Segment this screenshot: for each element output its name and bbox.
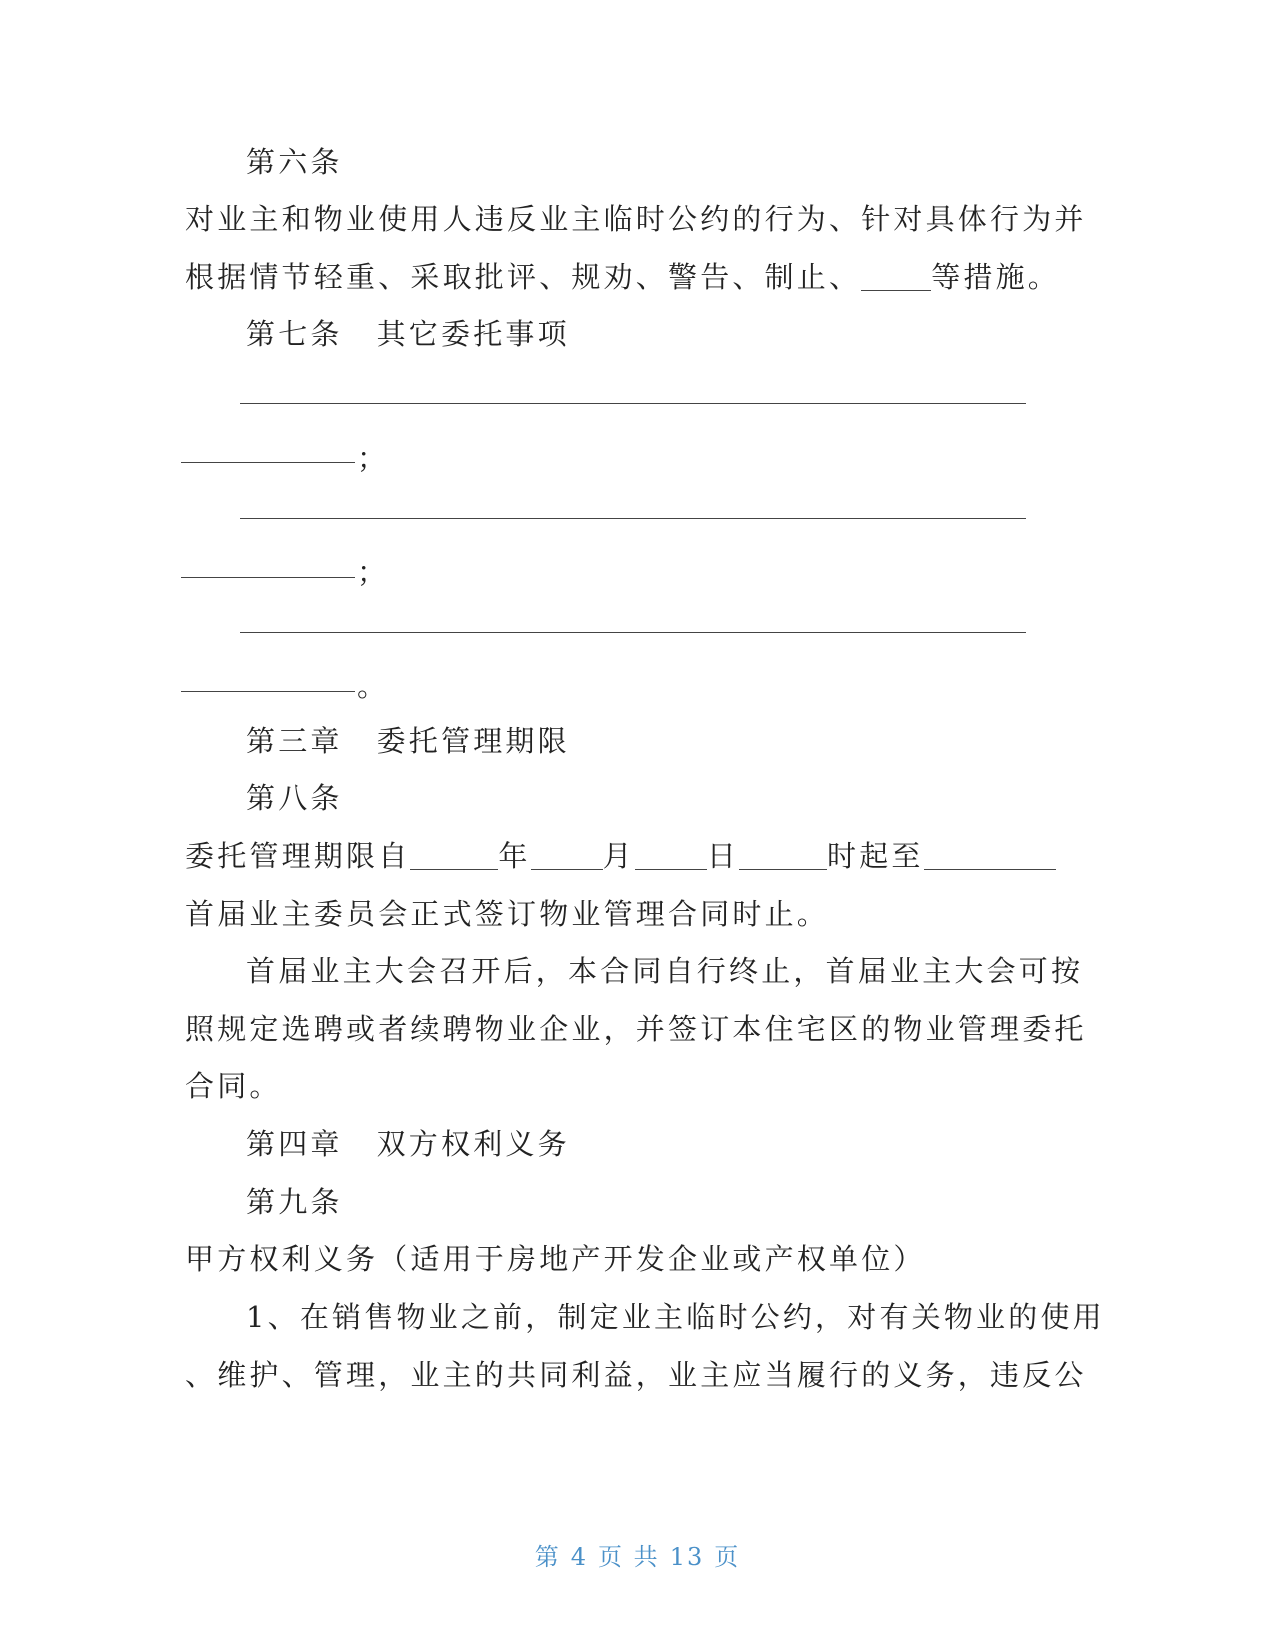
article-6-text-part-b: 等措施。 bbox=[931, 260, 1061, 294]
fill-blank-year bbox=[410, 868, 498, 870]
blank-line-2-end: ； bbox=[357, 555, 387, 589]
article-7-heading-line bbox=[246, 317, 570, 351]
blank-line-2b bbox=[181, 577, 355, 578]
page-mid: 页 共 bbox=[598, 1543, 660, 1571]
chapter-3-heading-line bbox=[246, 724, 570, 758]
page-suffix: 页 bbox=[714, 1543, 741, 1571]
article-9-item-1-line-2: 、维护、管理，业主的共同利益，业主应当履行的义务，违反公 bbox=[185, 1358, 1087, 1392]
fill-blank-month bbox=[531, 868, 603, 870]
chapter-4-heading-line bbox=[246, 1127, 570, 1161]
fill-blank-hour bbox=[739, 868, 827, 870]
article-9-item-1-line-1: 1、在销售物业之前，制定业主临时公约，对有关物业的使用 bbox=[246, 1300, 1105, 1334]
article-8-term-line bbox=[185, 839, 1056, 873]
blank-line-1-end: ； bbox=[357, 441, 387, 475]
day-label: 日 bbox=[706, 839, 740, 873]
article-6-text-line-1: 对业主和物业使用人违反业主临时公约的行为、针对具体行为并 bbox=[185, 202, 1087, 236]
article-9-subtitle: 甲方权利义务（适用于房地产开发企业或产权单位） bbox=[185, 1242, 926, 1276]
blank-line-1b bbox=[181, 462, 355, 463]
blank-line-3a bbox=[240, 632, 1026, 633]
chapter-3-heading: 第三章 bbox=[246, 724, 343, 758]
term-from-label: 委托管理期限自 bbox=[185, 839, 411, 873]
year-label: 年 bbox=[498, 839, 531, 873]
page-prefix: 第 bbox=[534, 1543, 561, 1571]
blank-line-2a bbox=[240, 518, 1026, 519]
article-8-para-2-line-2: 照规定选聘或者续聘物业企业，并签订本住宅区的物业管理委托 bbox=[185, 1012, 1087, 1046]
blank-line-1a bbox=[240, 403, 1026, 404]
month-label: 月 bbox=[602, 839, 635, 873]
article-9-heading: 第九条 bbox=[246, 1185, 343, 1219]
article-7-title: 其它委托事项 bbox=[376, 317, 570, 351]
chapter-4-title: 双方权利义务 bbox=[376, 1127, 570, 1161]
article-6-text-line-2 bbox=[185, 260, 1061, 294]
until-label: 时起至 bbox=[827, 839, 924, 873]
article-7-heading: 第七条 bbox=[246, 317, 343, 351]
fill-blank-day bbox=[635, 868, 707, 870]
fill-blank-measures bbox=[861, 289, 931, 291]
page-current: 4 bbox=[570, 1543, 589, 1571]
page-number-footer bbox=[0, 1545, 1275, 1569]
article-6-text-part-a: 根据情节轻重、采取批评、规劝、警告、制止、 bbox=[185, 260, 862, 294]
blank-line-3b bbox=[181, 691, 355, 692]
chapter-3-title: 委托管理期限 bbox=[376, 724, 570, 758]
page-total: 13 bbox=[669, 1543, 705, 1571]
article-8-text-line-2: 首届业主委员会正式签订物业管理合同时止。 bbox=[185, 897, 830, 931]
article-8-heading: 第八条 bbox=[246, 781, 343, 815]
article-8-para-2-line-1: 首届业主大会召开后，本合同自行终止，首届业主大会可按 bbox=[246, 954, 1084, 988]
fill-blank-until bbox=[924, 868, 1056, 870]
article-6-heading: 第六条 bbox=[246, 145, 343, 179]
article-8-para-2-line-3: 合同。 bbox=[185, 1069, 282, 1103]
chapter-4-heading: 第四章 bbox=[246, 1127, 343, 1161]
blank-line-3-end: 。 bbox=[357, 669, 387, 703]
